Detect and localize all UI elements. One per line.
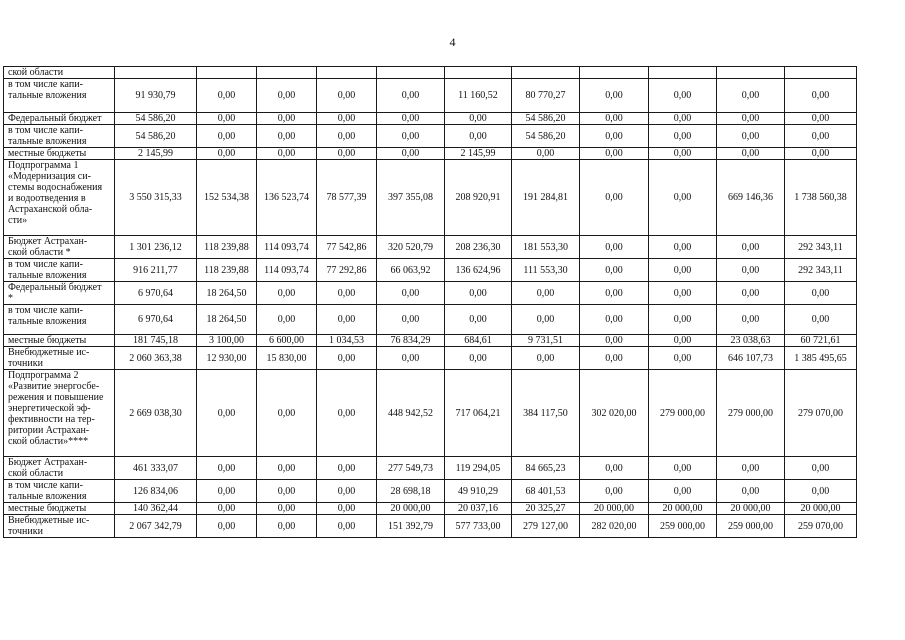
table-cell	[197, 67, 257, 79]
table-cell	[377, 67, 445, 79]
table-row	[4, 370, 857, 457]
row-label: в том числе капи- тальные вложения	[4, 480, 115, 503]
table-cell: 259 070,00	[785, 515, 857, 538]
table-cell: 1 385 495,65	[785, 347, 857, 370]
table-row	[4, 305, 857, 335]
table-cell: 320 520,79	[377, 236, 445, 259]
table-cell: 0,00	[717, 236, 785, 259]
table-cell: 0,00	[649, 236, 717, 259]
table-cell: 0,00	[785, 480, 857, 503]
table-cell: 126 834,06	[115, 480, 197, 503]
table-cell: 181 553,30	[512, 236, 580, 259]
table-cell: 0,00	[512, 305, 580, 335]
table-cell: 15 830,00	[257, 347, 317, 370]
table-cell: 12 930,00	[197, 347, 257, 370]
table-cell	[445, 67, 512, 79]
table-cell: 384 117,50	[512, 370, 580, 457]
table-cell: 0,00	[377, 305, 445, 335]
table-cell: 0,00	[717, 113, 785, 125]
table-cell: 0,00	[512, 148, 580, 160]
table-cell: 20 000,00	[580, 503, 649, 515]
table-cell: 277 549,73	[377, 457, 445, 480]
table-cell: 0,00	[649, 282, 717, 305]
table-cell	[512, 67, 580, 79]
table-cell: 0,00	[197, 457, 257, 480]
table-row	[4, 335, 857, 347]
table-cell: 1 034,53	[317, 335, 377, 347]
table-body	[4, 67, 857, 538]
row-label: в том числе капи- тальные вложения	[4, 125, 115, 148]
table-cell: 0,00	[257, 305, 317, 335]
table-cell: 0,00	[257, 515, 317, 538]
table-cell: 191 284,81	[512, 160, 580, 236]
table-cell: 2 145,99	[115, 148, 197, 160]
table-cell: 80 770,27	[512, 79, 580, 113]
row-label: Подпрограмма 1 «Модернизация си- стемы водоснабжения и водоотведения в Астраханской обла- сти»	[4, 160, 115, 236]
table-cell: 18 264,50	[197, 282, 257, 305]
table-cell: 0,00	[317, 480, 377, 503]
table-cell: 0,00	[377, 113, 445, 125]
table-cell: 0,00	[257, 503, 317, 515]
table-cell: 20 037,16	[445, 503, 512, 515]
table-cell: 0,00	[445, 125, 512, 148]
table-cell: 577 733,00	[445, 515, 512, 538]
table-cell	[257, 67, 317, 79]
table-cell: 0,00	[717, 148, 785, 160]
table-cell: 0,00	[580, 148, 649, 160]
table-cell: 119 294,05	[445, 457, 512, 480]
table-cell: 118 239,88	[197, 236, 257, 259]
row-label: Внебюджетные ис- точники	[4, 347, 115, 370]
table-cell: 23 038,63	[717, 335, 785, 347]
table-cell: 0,00	[317, 347, 377, 370]
table-cell: 0,00	[649, 148, 717, 160]
table-row	[4, 79, 857, 113]
table-cell: 646 107,73	[717, 347, 785, 370]
table-row	[4, 259, 857, 282]
table-row	[4, 148, 857, 160]
table-cell: 0,00	[377, 282, 445, 305]
table-row	[4, 457, 857, 480]
table-cell: 0,00	[785, 113, 857, 125]
table-cell: 0,00	[717, 259, 785, 282]
table-cell: 0,00	[580, 79, 649, 113]
table-cell: 0,00	[717, 282, 785, 305]
table-cell: 0,00	[197, 79, 257, 113]
table-cell: 54 586,20	[512, 113, 580, 125]
table-cell: 0,00	[717, 305, 785, 335]
table-cell: 0,00	[649, 335, 717, 347]
table-cell: 279 000,00	[649, 370, 717, 457]
table-cell: 0,00	[445, 305, 512, 335]
table-cell	[115, 67, 197, 79]
table-cell: 0,00	[317, 515, 377, 538]
budget-table	[3, 66, 857, 538]
table-cell: 28 698,18	[377, 480, 445, 503]
table-cell: 0,00	[512, 282, 580, 305]
table-cell: 11 160,52	[445, 79, 512, 113]
table-cell: 0,00	[257, 113, 317, 125]
table-cell: 282 020,00	[580, 515, 649, 538]
table-cell: 302 020,00	[580, 370, 649, 457]
table-cell: 20 325,27	[512, 503, 580, 515]
table-cell: 1 738 560,38	[785, 160, 857, 236]
table-cell: 208 236,30	[445, 236, 512, 259]
table-cell: 76 834,29	[377, 335, 445, 347]
row-label: местные бюджеты	[4, 503, 115, 515]
table-cell: 0,00	[785, 305, 857, 335]
table-cell: 0,00	[785, 282, 857, 305]
table-cell: 0,00	[317, 282, 377, 305]
table-cell: 114 093,74	[257, 236, 317, 259]
table-cell: 18 264,50	[197, 305, 257, 335]
row-label: Бюджет Астрахан- ской области	[4, 457, 115, 480]
table-cell: 0,00	[717, 480, 785, 503]
table-cell: 0,00	[197, 370, 257, 457]
table-cell: 0,00	[445, 347, 512, 370]
table-cell: 0,00	[717, 79, 785, 113]
table-cell	[580, 67, 649, 79]
table-cell: 54 586,20	[115, 113, 197, 125]
table-cell: 0,00	[257, 480, 317, 503]
table-cell: 0,00	[257, 457, 317, 480]
table-cell: 6 970,64	[115, 305, 197, 335]
table-cell: 2 060 363,38	[115, 347, 197, 370]
table-cell: 0,00	[580, 160, 649, 236]
table-cell: 0,00	[649, 160, 717, 236]
table-cell: 292 343,11	[785, 259, 857, 282]
table-cell: 279 070,00	[785, 370, 857, 457]
table-cell: 0,00	[649, 113, 717, 125]
table-cell: 0,00	[317, 503, 377, 515]
table-row	[4, 113, 857, 125]
table-cell: 0,00	[580, 457, 649, 480]
table-cell: 0,00	[580, 305, 649, 335]
table-cell: 0,00	[512, 347, 580, 370]
table-cell: 0,00	[649, 305, 717, 335]
row-label: местные бюджеты	[4, 148, 115, 160]
table-cell: 279 127,00	[512, 515, 580, 538]
table-cell: 0,00	[649, 480, 717, 503]
table-cell: 68 401,53	[512, 480, 580, 503]
table-cell: 279 000,00	[717, 370, 785, 457]
table-cell: 0,00	[257, 125, 317, 148]
row-label: Федеральный бюджет	[4, 113, 115, 125]
page-number: 4	[449, 35, 456, 49]
table-cell: 181 745,18	[115, 335, 197, 347]
table-cell: 0,00	[317, 113, 377, 125]
table-cell: 3 550 315,33	[115, 160, 197, 236]
table-cell: 0,00	[649, 259, 717, 282]
table-cell: 0,00	[197, 503, 257, 515]
table-cell: 292 343,11	[785, 236, 857, 259]
table-cell: 6 600,00	[257, 335, 317, 347]
table-cell: 152 534,38	[197, 160, 257, 236]
table-cell: 0,00	[377, 347, 445, 370]
table-cell: 0,00	[317, 125, 377, 148]
table-cell: 448 942,52	[377, 370, 445, 457]
table-cell: 0,00	[785, 79, 857, 113]
table-cell: 118 239,88	[197, 259, 257, 282]
table-cell: 2 067 342,79	[115, 515, 197, 538]
table-cell: 0,00	[445, 113, 512, 125]
table-row	[4, 282, 857, 305]
table-cell: 20 000,00	[785, 503, 857, 515]
row-label: Федеральный бюджет *	[4, 282, 115, 305]
table-cell: 0,00	[649, 79, 717, 113]
table-cell: 0,00	[785, 457, 857, 480]
table-cell: 916 211,77	[115, 259, 197, 282]
table-cell: 91 930,79	[115, 79, 197, 113]
table-cell: 136 624,96	[445, 259, 512, 282]
table-cell: 208 920,91	[445, 160, 512, 236]
table-cell: 0,00	[377, 125, 445, 148]
table-cell: 0,00	[580, 347, 649, 370]
table-row	[4, 347, 857, 370]
table-cell: 84 665,23	[512, 457, 580, 480]
table-cell: 397 355,08	[377, 160, 445, 236]
table-cell	[649, 67, 717, 79]
table-cell: 0,00	[197, 480, 257, 503]
table-cell: 0,00	[649, 347, 717, 370]
table-cell: 0,00	[649, 125, 717, 148]
table-cell: 66 063,92	[377, 259, 445, 282]
table-cell: 0,00	[317, 148, 377, 160]
table-cell: 0,00	[257, 370, 317, 457]
table-cell: 0,00	[445, 282, 512, 305]
table-cell: 9 731,51	[512, 335, 580, 347]
table-cell	[785, 67, 857, 79]
table-cell: 0,00	[785, 148, 857, 160]
table-cell: 1 301 236,12	[115, 236, 197, 259]
table-row	[4, 480, 857, 503]
table-row	[4, 67, 857, 79]
table-cell: 54 586,20	[115, 125, 197, 148]
row-label: Внебюджетные ис- точники	[4, 515, 115, 538]
table-cell: 259 000,00	[649, 515, 717, 538]
table-cell: 60 721,61	[785, 335, 857, 347]
table-cell: 0,00	[317, 305, 377, 335]
table-cell: 0,00	[580, 282, 649, 305]
table-cell: 0,00	[197, 125, 257, 148]
table-cell: 0,00	[580, 480, 649, 503]
table-row	[4, 125, 857, 148]
table-cell: 54 586,20	[512, 125, 580, 148]
table-cell: 0,00	[257, 282, 317, 305]
table-cell: 0,00	[580, 259, 649, 282]
table-cell: 77 542,86	[317, 236, 377, 259]
table-row	[4, 503, 857, 515]
row-label: Подпрограмма 2 «Развитие энергосбе- режения и повышение энергетической эф- фективности на тер- ритории Астрахан- ской области»****	[4, 370, 115, 457]
row-label: ской области	[4, 67, 115, 79]
table-cell: 669 146,36	[717, 160, 785, 236]
table-cell: 0,00	[717, 125, 785, 148]
table-cell: 0,00	[317, 457, 377, 480]
table-cell: 0,00	[785, 125, 857, 148]
table-cell: 151 392,79	[377, 515, 445, 538]
table-cell: 0,00	[197, 515, 257, 538]
row-label: в том числе капи- тальные вложения	[4, 305, 115, 335]
row-label: местные бюджеты	[4, 335, 115, 347]
table-cell: 0,00	[580, 236, 649, 259]
table-cell: 2 669 038,30	[115, 370, 197, 457]
table-cell: 3 100,00	[197, 335, 257, 347]
table-cell: 259 000,00	[717, 515, 785, 538]
table-cell: 2 145,99	[445, 148, 512, 160]
table-cell: 0,00	[580, 113, 649, 125]
table-cell: 111 553,30	[512, 259, 580, 282]
table-cell: 684,61	[445, 335, 512, 347]
table-cell	[717, 67, 785, 79]
table-cell: 461 333,07	[115, 457, 197, 480]
table-cell: 0,00	[580, 125, 649, 148]
table-cell: 0,00	[717, 457, 785, 480]
table-row	[4, 160, 857, 236]
table-cell: 114 093,74	[257, 259, 317, 282]
table-row	[4, 515, 857, 538]
row-label: Бюджет Астрахан- ской области *	[4, 236, 115, 259]
table-cell: 136 523,74	[257, 160, 317, 236]
row-label: в том числе капи- тальные вложения	[4, 259, 115, 282]
table-cell: 49 910,29	[445, 480, 512, 503]
table-cell: 0,00	[377, 148, 445, 160]
table-cell: 0,00	[257, 148, 317, 160]
table-cell: 20 000,00	[649, 503, 717, 515]
table-cell: 20 000,00	[717, 503, 785, 515]
table-cell: 717 064,21	[445, 370, 512, 457]
table-row	[4, 236, 857, 259]
table-cell: 6 970,64	[115, 282, 197, 305]
row-label: в том числе капи- тальные вложения	[4, 79, 115, 113]
table-cell: 20 000,00	[377, 503, 445, 515]
table-cell: 0,00	[197, 148, 257, 160]
table-cell: 0,00	[580, 335, 649, 347]
table-cell: 0,00	[317, 370, 377, 457]
table-cell: 0,00	[377, 79, 445, 113]
table-cell: 0,00	[649, 457, 717, 480]
table-cell: 0,00	[197, 113, 257, 125]
table-cell: 0,00	[317, 79, 377, 113]
table-cell: 140 362,44	[115, 503, 197, 515]
table-cell	[317, 67, 377, 79]
table-cell: 0,00	[257, 79, 317, 113]
table-cell: 77 292,86	[317, 259, 377, 282]
table-cell: 78 577,39	[317, 160, 377, 236]
